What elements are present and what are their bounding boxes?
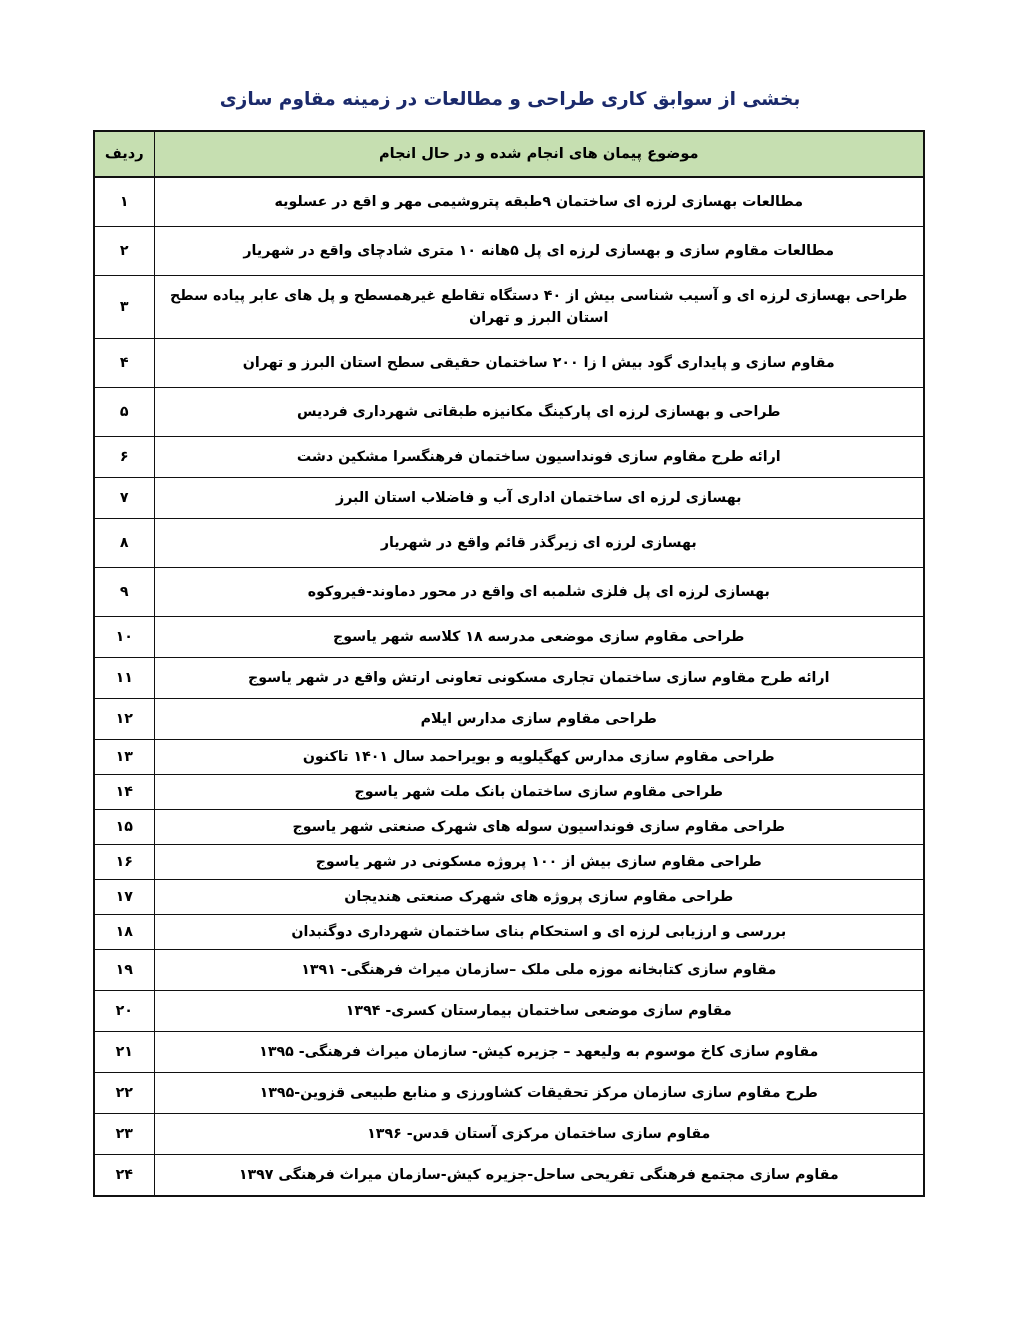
cell-subject: طراحی بهسازی لرزه ای و آسیب شناسی بیش از ۴۰ دستگاه تقاطع غیرهمسطح و پل های عابر پیاده سطح استان البرز و تهران	[154, 276, 924, 339]
cell-index: ۲۰	[94, 991, 154, 1032]
cell-index: ۲۴	[94, 1155, 154, 1197]
table-row	[94, 1073, 924, 1114]
cell-subject: طراحی مقاوم سازی ساختمان بانک ملت شهر یاسوج	[154, 775, 924, 810]
cell-subject: طراحی مقاوم سازی موضعی مدرسه ۱۸ کلاسه شهر یاسوج	[154, 617, 924, 658]
cell-subject: مقاوم سازی ساختمان مرکزی آستان قدس- ۱۳۹۶	[154, 1114, 924, 1155]
cell-index: ۱۹	[94, 950, 154, 991]
cell-index: ۱۸	[94, 915, 154, 950]
table-row	[94, 880, 924, 915]
cell-index: ۱۷	[94, 880, 154, 915]
cell-subject: مقاوم سازی و پایداری گود بیش ا زا ۲۰۰ ساختمان حقیقی سطح استان البرز و تهران	[154, 339, 924, 388]
cell-subject: بهسازی لرزه ای پل فلزی شلمبه ای واقع در محور دماوند-فیروکوه	[154, 568, 924, 617]
cell-subject: بهسازی لرزه ای ساختمان اداری آب و فاضلاب استان البرز	[154, 478, 924, 519]
table-row	[94, 177, 924, 227]
cell-index: ۹	[94, 568, 154, 617]
cell-subject: طراحی مقاوم سازی پروژه های شهرک صنعتی هندیجان	[154, 880, 924, 915]
cell-subject: طرح مقاوم سازی سازمان مرکز تحقیقات کشاورزی و منابع طبیعی قزوین-۱۳۹۵	[154, 1073, 924, 1114]
cell-index: ۱۲	[94, 699, 154, 740]
cell-index: ۳	[94, 276, 154, 339]
cell-index: ۲۳	[94, 1114, 154, 1155]
page-title: بخشی از سوابق کاری طراحی و مطالعات در زمینه مقاوم سازی	[219, 89, 801, 110]
table-row	[94, 276, 924, 339]
cell-subject: بهسازی لرزه ای زیرگذر قائم واقع در شهریار	[154, 519, 924, 568]
table-row	[94, 810, 924, 845]
cell-subject: مطالعات بهسازی لرزه ای ساختمان ۹طبقه پتروشیمی مهر و اقع در عسلویه	[154, 177, 924, 227]
table-row	[94, 845, 924, 880]
cell-index: ۲	[94, 227, 154, 276]
table-row	[94, 478, 924, 519]
cell-index: ۶	[94, 437, 154, 478]
table-row	[94, 568, 924, 617]
table-row	[94, 227, 924, 276]
cell-subject: طراحی مقاوم سازی بیش از ۱۰۰ پروژه مسکونی در شهر یاسوج	[154, 845, 924, 880]
cell-subject: مقاوم سازی کتابخانه موزه ملی ملک –سازمان میراث فرهنگی- ۱۳۹۱	[154, 950, 924, 991]
cell-index: ۸	[94, 519, 154, 568]
records-table	[93, 130, 925, 1197]
table-row	[94, 740, 924, 775]
cell-subject: طراحی مقاوم سازی مدارس ایلام	[154, 699, 924, 740]
table-row	[94, 991, 924, 1032]
cell-index: ۱۵	[94, 810, 154, 845]
cell-subject: طراحی مقاوم سازی مدارس کهگیلویه و بویراحمد سال ۱۴۰۱ تاکنون	[154, 740, 924, 775]
cell-index: ۴	[94, 339, 154, 388]
cell-index: ۵	[94, 388, 154, 437]
cell-index: ۱۱	[94, 658, 154, 699]
table-row	[94, 699, 924, 740]
table-body	[94, 177, 924, 1196]
column-header-subject: موضوع پیمان های انجام شده و در حال انجام	[154, 131, 924, 177]
cell-subject: مقاوم سازی موضعی ساختمان بیمارستان کسری- ۱۳۹۴	[154, 991, 924, 1032]
cell-subject: ارائه طرح مقاوم سازی فونداسیون ساختمان فرهنگسرا مشکین دشت	[154, 437, 924, 478]
cell-index: ۱۶	[94, 845, 154, 880]
table-header	[94, 131, 924, 177]
table-row	[94, 775, 924, 810]
cell-index: ۲۱	[94, 1032, 154, 1073]
cell-index: ۷	[94, 478, 154, 519]
cell-index: ۱۳	[94, 740, 154, 775]
cell-subject: مطالعات مقاوم سازی و بهسازی لرزه ای پل ۵هانه ۱۰ متری شادچای واقع در شهریار	[154, 227, 924, 276]
cell-subject: طراحی و بهسازی لرزه ای پارکینگ مکانیزه طبقاتی شهرداری فردیس	[154, 388, 924, 437]
column-header-index: ردیف	[94, 131, 154, 177]
table-row	[94, 1032, 924, 1073]
table-header-row	[94, 131, 924, 177]
table-row	[94, 437, 924, 478]
table-row	[94, 915, 924, 950]
cell-subject: مقاوم سازی مجتمع فرهنگی تفریحی ساحل-جزیره کیش-سازمان میراث فرهنگی ۱۳۹۷	[154, 1155, 924, 1197]
table-row	[94, 617, 924, 658]
table-row	[94, 388, 924, 437]
table-row	[94, 658, 924, 699]
records-table-wrapper	[95, 130, 925, 1197]
table-row	[94, 950, 924, 991]
cell-index: ۲۲	[94, 1073, 154, 1114]
cell-subject: بررسی و ارزیابی لرزه ای و استحکام بنای ساختمان شهرداری دوگنبدان	[154, 915, 924, 950]
cell-subject: مقاوم سازی کاخ موسوم به ولیعهد – جزیره کیش- سازمان میراث فرهنگی- ۱۳۹۵	[154, 1032, 924, 1073]
table-row	[94, 339, 924, 388]
cell-index: ۱۰	[94, 617, 154, 658]
cell-subject: ارائه طرح مقاوم سازی ساختمان تجاری مسکونی تعاونی ارتش واقع در شهر یاسوج	[154, 658, 924, 699]
cell-index: ۱	[94, 177, 154, 227]
table-row	[94, 519, 924, 568]
cell-subject: طراحی مقاوم سازی فونداسیون سوله های شهرک صنعتی شهر یاسوج	[154, 810, 924, 845]
table-row	[94, 1114, 924, 1155]
table-row	[94, 1155, 924, 1197]
cell-index: ۱۴	[94, 775, 154, 810]
